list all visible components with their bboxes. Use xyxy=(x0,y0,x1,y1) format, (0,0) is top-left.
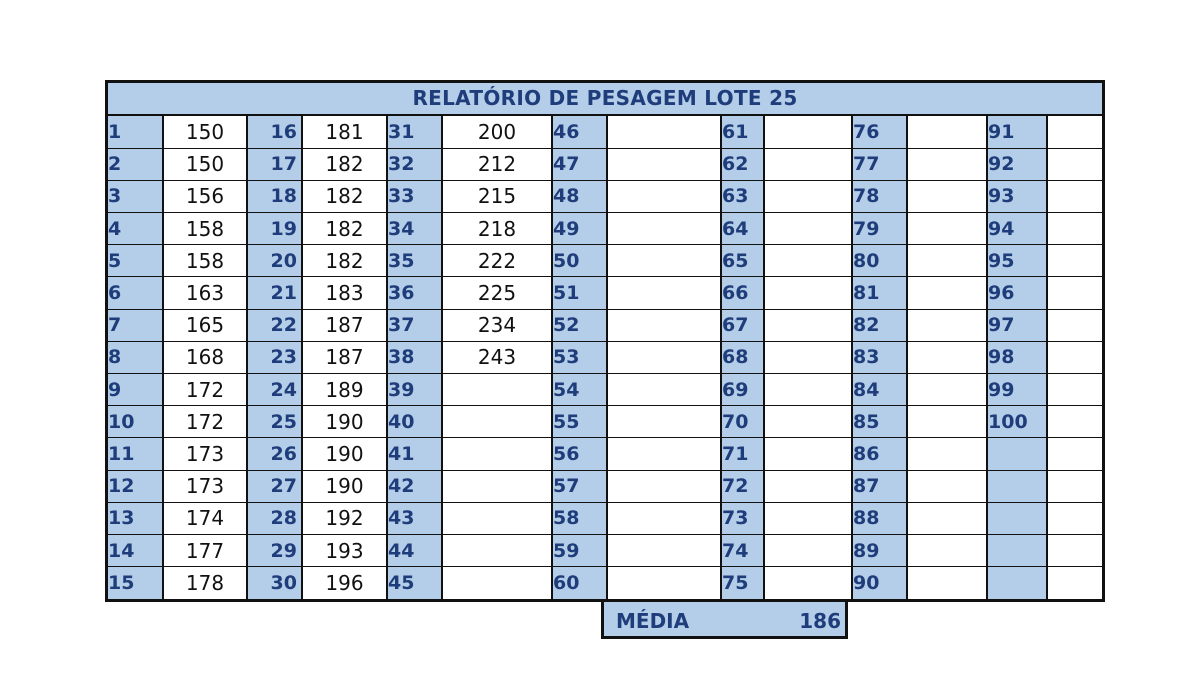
animal-number-cell: 36 xyxy=(387,277,442,309)
weighing-report-sheet xyxy=(105,80,1105,602)
weight-value-cell xyxy=(764,567,852,599)
animal-number-cell: 27 xyxy=(247,470,302,502)
animal-number-cell xyxy=(987,470,1047,502)
weight-value-cell xyxy=(607,116,721,148)
weight-value-cell: 178 xyxy=(163,567,247,599)
animal-number-cell: 14 xyxy=(108,534,163,566)
weight-value-cell: 182 xyxy=(302,213,387,245)
table-row xyxy=(108,470,1102,502)
weight-value-cell xyxy=(607,309,721,341)
animal-number-cell: 72 xyxy=(721,470,764,502)
weight-value-cell xyxy=(907,438,987,470)
weight-value-cell: 163 xyxy=(163,277,247,309)
animal-number-cell: 31 xyxy=(387,116,442,148)
animal-number-cell: 43 xyxy=(387,502,442,534)
animal-number-cell: 90 xyxy=(852,567,907,599)
weight-value-cell xyxy=(1047,180,1102,212)
weight-value-cell: 158 xyxy=(163,245,247,277)
animal-number-cell: 15 xyxy=(108,567,163,599)
weight-value-cell: 182 xyxy=(302,148,387,180)
animal-number-cell: 83 xyxy=(852,341,907,373)
weight-value-cell xyxy=(764,277,852,309)
weight-value-cell: 187 xyxy=(302,309,387,341)
animal-number-cell: 47 xyxy=(552,148,607,180)
animal-number-cell: 75 xyxy=(721,567,764,599)
weight-value-cell: 200 xyxy=(442,116,552,148)
animal-number-cell: 100 xyxy=(987,406,1047,438)
table-row xyxy=(108,341,1102,373)
animal-number-cell: 5 xyxy=(108,245,163,277)
weight-value-cell xyxy=(442,374,552,406)
animal-number-cell: 9 xyxy=(108,374,163,406)
animal-number-cell: 91 xyxy=(987,116,1047,148)
animal-number-cell: 95 xyxy=(987,245,1047,277)
weight-value-cell: 234 xyxy=(442,309,552,341)
animal-number-cell: 53 xyxy=(552,341,607,373)
animal-number-cell: 98 xyxy=(987,341,1047,373)
weight-value-cell xyxy=(907,245,987,277)
weight-value-cell xyxy=(1047,148,1102,180)
animal-number-cell: 52 xyxy=(552,309,607,341)
weight-value-cell xyxy=(607,213,721,245)
weights-table-body xyxy=(108,116,1102,599)
animal-number-cell: 97 xyxy=(987,309,1047,341)
weight-value-cell xyxy=(1047,502,1102,534)
animal-number-cell: 96 xyxy=(987,277,1047,309)
table-row xyxy=(108,277,1102,309)
animal-number-cell: 12 xyxy=(108,470,163,502)
animal-number-cell: 32 xyxy=(387,148,442,180)
animal-number-cell: 49 xyxy=(552,213,607,245)
weight-value-cell xyxy=(1047,277,1102,309)
weight-value-cell xyxy=(607,277,721,309)
weights-table xyxy=(108,116,1102,599)
weight-value-cell: 243 xyxy=(442,341,552,373)
weight-value-cell xyxy=(907,213,987,245)
weight-value-cell xyxy=(442,470,552,502)
animal-number-cell: 35 xyxy=(387,245,442,277)
animal-number-cell: 21 xyxy=(247,277,302,309)
table-row xyxy=(108,309,1102,341)
animal-number-cell: 25 xyxy=(247,406,302,438)
weight-value-cell xyxy=(907,180,987,212)
weight-value-cell xyxy=(1047,534,1102,566)
weight-value-cell xyxy=(442,406,552,438)
weight-value-cell xyxy=(907,116,987,148)
weight-value-cell xyxy=(907,277,987,309)
report-title: RELATÓRIO DE PESAGEM LOTE 25 xyxy=(108,83,1102,116)
animal-number-cell: 64 xyxy=(721,213,764,245)
animal-number-cell: 18 xyxy=(247,180,302,212)
animal-number-cell: 58 xyxy=(552,502,607,534)
animal-number-cell xyxy=(987,567,1047,599)
animal-number-cell xyxy=(987,534,1047,566)
weight-value-cell xyxy=(764,406,852,438)
weight-value-cell: 150 xyxy=(163,148,247,180)
weight-value-cell xyxy=(1047,309,1102,341)
animal-number-cell: 2 xyxy=(108,148,163,180)
weight-value-cell xyxy=(442,438,552,470)
weight-value-cell xyxy=(907,148,987,180)
weight-value-cell: 150 xyxy=(163,116,247,148)
animal-number-cell: 93 xyxy=(987,180,1047,212)
animal-number-cell: 66 xyxy=(721,277,764,309)
average-label: MÉDIA xyxy=(616,609,690,633)
weight-value-cell: 168 xyxy=(163,341,247,373)
animal-number-cell xyxy=(987,438,1047,470)
weight-value-cell xyxy=(607,148,721,180)
weight-value-cell xyxy=(764,534,852,566)
weight-value-cell: 173 xyxy=(163,470,247,502)
animal-number-cell: 85 xyxy=(852,406,907,438)
table-row xyxy=(108,406,1102,438)
weight-value-cell: 183 xyxy=(302,277,387,309)
animal-number-cell: 88 xyxy=(852,502,907,534)
animal-number-cell: 76 xyxy=(852,116,907,148)
animal-number-cell: 80 xyxy=(852,245,907,277)
animal-number-cell: 61 xyxy=(721,116,764,148)
weight-value-cell xyxy=(607,180,721,212)
animal-number-cell: 55 xyxy=(552,406,607,438)
weight-value-cell xyxy=(764,374,852,406)
weight-value-cell xyxy=(1047,567,1102,599)
animal-number-cell: 19 xyxy=(247,213,302,245)
weight-value-cell: 218 xyxy=(442,213,552,245)
animal-number-cell: 30 xyxy=(247,567,302,599)
table-row xyxy=(108,148,1102,180)
weight-value-cell xyxy=(442,567,552,599)
weight-value-cell xyxy=(764,438,852,470)
weight-value-cell xyxy=(1047,374,1102,406)
weight-value-cell: 222 xyxy=(442,245,552,277)
weight-value-cell: 190 xyxy=(302,406,387,438)
weight-value-cell xyxy=(1047,213,1102,245)
animal-number-cell: 41 xyxy=(387,438,442,470)
animal-number-cell: 42 xyxy=(387,470,442,502)
weight-value-cell: 156 xyxy=(163,180,247,212)
weight-value-cell: 215 xyxy=(442,180,552,212)
animal-number-cell: 3 xyxy=(108,180,163,212)
weight-value-cell: 172 xyxy=(163,374,247,406)
weight-value-cell: 158 xyxy=(163,213,247,245)
animal-number-cell: 4 xyxy=(108,213,163,245)
animal-number-cell: 84 xyxy=(852,374,907,406)
weight-value-cell: 193 xyxy=(302,534,387,566)
weight-value-cell xyxy=(907,502,987,534)
weight-value-cell xyxy=(764,148,852,180)
animal-number-cell: 68 xyxy=(721,341,764,373)
animal-number-cell: 34 xyxy=(387,213,442,245)
animal-number-cell: 24 xyxy=(247,374,302,406)
animal-number-cell: 28 xyxy=(247,502,302,534)
animal-number-cell: 74 xyxy=(721,534,764,566)
animal-number-cell: 71 xyxy=(721,438,764,470)
animal-number-cell: 79 xyxy=(852,213,907,245)
average-value: 186 xyxy=(799,609,841,633)
weight-value-cell xyxy=(907,341,987,373)
animal-number-cell: 77 xyxy=(852,148,907,180)
weight-value-cell xyxy=(607,406,721,438)
animal-number-cell: 16 xyxy=(247,116,302,148)
animal-number-cell: 13 xyxy=(108,502,163,534)
animal-number-cell: 33 xyxy=(387,180,442,212)
weight-value-cell xyxy=(1047,438,1102,470)
animal-number-cell: 22 xyxy=(247,309,302,341)
weight-value-cell xyxy=(907,309,987,341)
animal-number-cell: 56 xyxy=(552,438,607,470)
weight-value-cell xyxy=(907,470,987,502)
weight-value-cell: 174 xyxy=(163,502,247,534)
animal-number-cell: 46 xyxy=(552,116,607,148)
weight-value-cell: 190 xyxy=(302,470,387,502)
weight-value-cell xyxy=(907,374,987,406)
animal-number-cell: 82 xyxy=(852,309,907,341)
animal-number-cell: 45 xyxy=(387,567,442,599)
weight-value-cell xyxy=(1047,245,1102,277)
animal-number-cell: 92 xyxy=(987,148,1047,180)
animal-number-cell: 60 xyxy=(552,567,607,599)
weight-value-cell xyxy=(764,470,852,502)
animal-number-cell: 10 xyxy=(108,406,163,438)
weight-value-cell: 165 xyxy=(163,309,247,341)
weight-value-cell: 182 xyxy=(302,180,387,212)
weight-value-cell: 196 xyxy=(302,567,387,599)
weight-value-cell xyxy=(1047,116,1102,148)
average-summary xyxy=(601,602,848,639)
table-row xyxy=(108,213,1102,245)
animal-number-cell: 57 xyxy=(552,470,607,502)
animal-number-cell: 26 xyxy=(247,438,302,470)
weight-value-cell xyxy=(1047,470,1102,502)
animal-number-cell: 23 xyxy=(247,341,302,373)
animal-number-cell: 70 xyxy=(721,406,764,438)
animal-number-cell: 81 xyxy=(852,277,907,309)
weight-value-cell xyxy=(607,534,721,566)
animal-number-cell: 39 xyxy=(387,374,442,406)
animal-number-cell: 17 xyxy=(247,148,302,180)
animal-number-cell: 63 xyxy=(721,180,764,212)
weight-value-cell: 189 xyxy=(302,374,387,406)
weight-value-cell xyxy=(442,534,552,566)
weight-value-cell xyxy=(764,341,852,373)
animal-number-cell: 62 xyxy=(721,148,764,180)
animal-number-cell: 1 xyxy=(108,116,163,148)
weight-value-cell xyxy=(607,502,721,534)
animal-number-cell: 38 xyxy=(387,341,442,373)
weight-value-cell xyxy=(607,341,721,373)
weight-value-cell xyxy=(607,470,721,502)
animal-number-cell: 6 xyxy=(108,277,163,309)
table-row xyxy=(108,438,1102,470)
animal-number-cell: 51 xyxy=(552,277,607,309)
weight-value-cell: 172 xyxy=(163,406,247,438)
weight-value-cell: 212 xyxy=(442,148,552,180)
weight-value-cell xyxy=(1047,341,1102,373)
weight-value-cell xyxy=(764,180,852,212)
weight-value-cell xyxy=(764,116,852,148)
animal-number-cell: 50 xyxy=(552,245,607,277)
weight-value-cell xyxy=(607,567,721,599)
animal-number-cell: 48 xyxy=(552,180,607,212)
weight-value-cell: 187 xyxy=(302,341,387,373)
table-row xyxy=(108,567,1102,599)
weight-value-cell: 181 xyxy=(302,116,387,148)
weight-value-cell xyxy=(764,245,852,277)
animal-number-cell: 99 xyxy=(987,374,1047,406)
weight-value-cell xyxy=(1047,406,1102,438)
weight-value-cell: 173 xyxy=(163,438,247,470)
animal-number-cell: 65 xyxy=(721,245,764,277)
animal-number-cell: 59 xyxy=(552,534,607,566)
table-row xyxy=(108,502,1102,534)
animal-number-cell: 86 xyxy=(852,438,907,470)
weight-value-cell xyxy=(907,406,987,438)
weight-value-cell xyxy=(764,502,852,534)
animal-number-cell xyxy=(987,502,1047,534)
animal-number-cell: 44 xyxy=(387,534,442,566)
animal-number-cell: 11 xyxy=(108,438,163,470)
weight-value-cell: 225 xyxy=(442,277,552,309)
weight-value-cell: 190 xyxy=(302,438,387,470)
animal-number-cell: 7 xyxy=(108,309,163,341)
weight-value-cell xyxy=(907,567,987,599)
weight-value-cell: 192 xyxy=(302,502,387,534)
weight-value-cell: 182 xyxy=(302,245,387,277)
table-row xyxy=(108,374,1102,406)
table-row xyxy=(108,180,1102,212)
weight-value-cell xyxy=(607,245,721,277)
weight-value-cell xyxy=(764,309,852,341)
animal-number-cell: 37 xyxy=(387,309,442,341)
animal-number-cell: 67 xyxy=(721,309,764,341)
animal-number-cell: 78 xyxy=(852,180,907,212)
weight-value-cell xyxy=(607,438,721,470)
animal-number-cell: 29 xyxy=(247,534,302,566)
animal-number-cell: 87 xyxy=(852,470,907,502)
animal-number-cell: 40 xyxy=(387,406,442,438)
animal-number-cell: 8 xyxy=(108,341,163,373)
weight-value-cell: 177 xyxy=(163,534,247,566)
weight-value-cell xyxy=(764,213,852,245)
table-row xyxy=(108,116,1102,148)
animal-number-cell: 20 xyxy=(247,245,302,277)
table-row xyxy=(108,534,1102,566)
animal-number-cell: 89 xyxy=(852,534,907,566)
animal-number-cell: 54 xyxy=(552,374,607,406)
animal-number-cell: 69 xyxy=(721,374,764,406)
weight-value-cell xyxy=(442,502,552,534)
animal-number-cell: 73 xyxy=(721,502,764,534)
weight-value-cell xyxy=(907,534,987,566)
table-row xyxy=(108,245,1102,277)
weight-value-cell xyxy=(607,374,721,406)
animal-number-cell: 94 xyxy=(987,213,1047,245)
